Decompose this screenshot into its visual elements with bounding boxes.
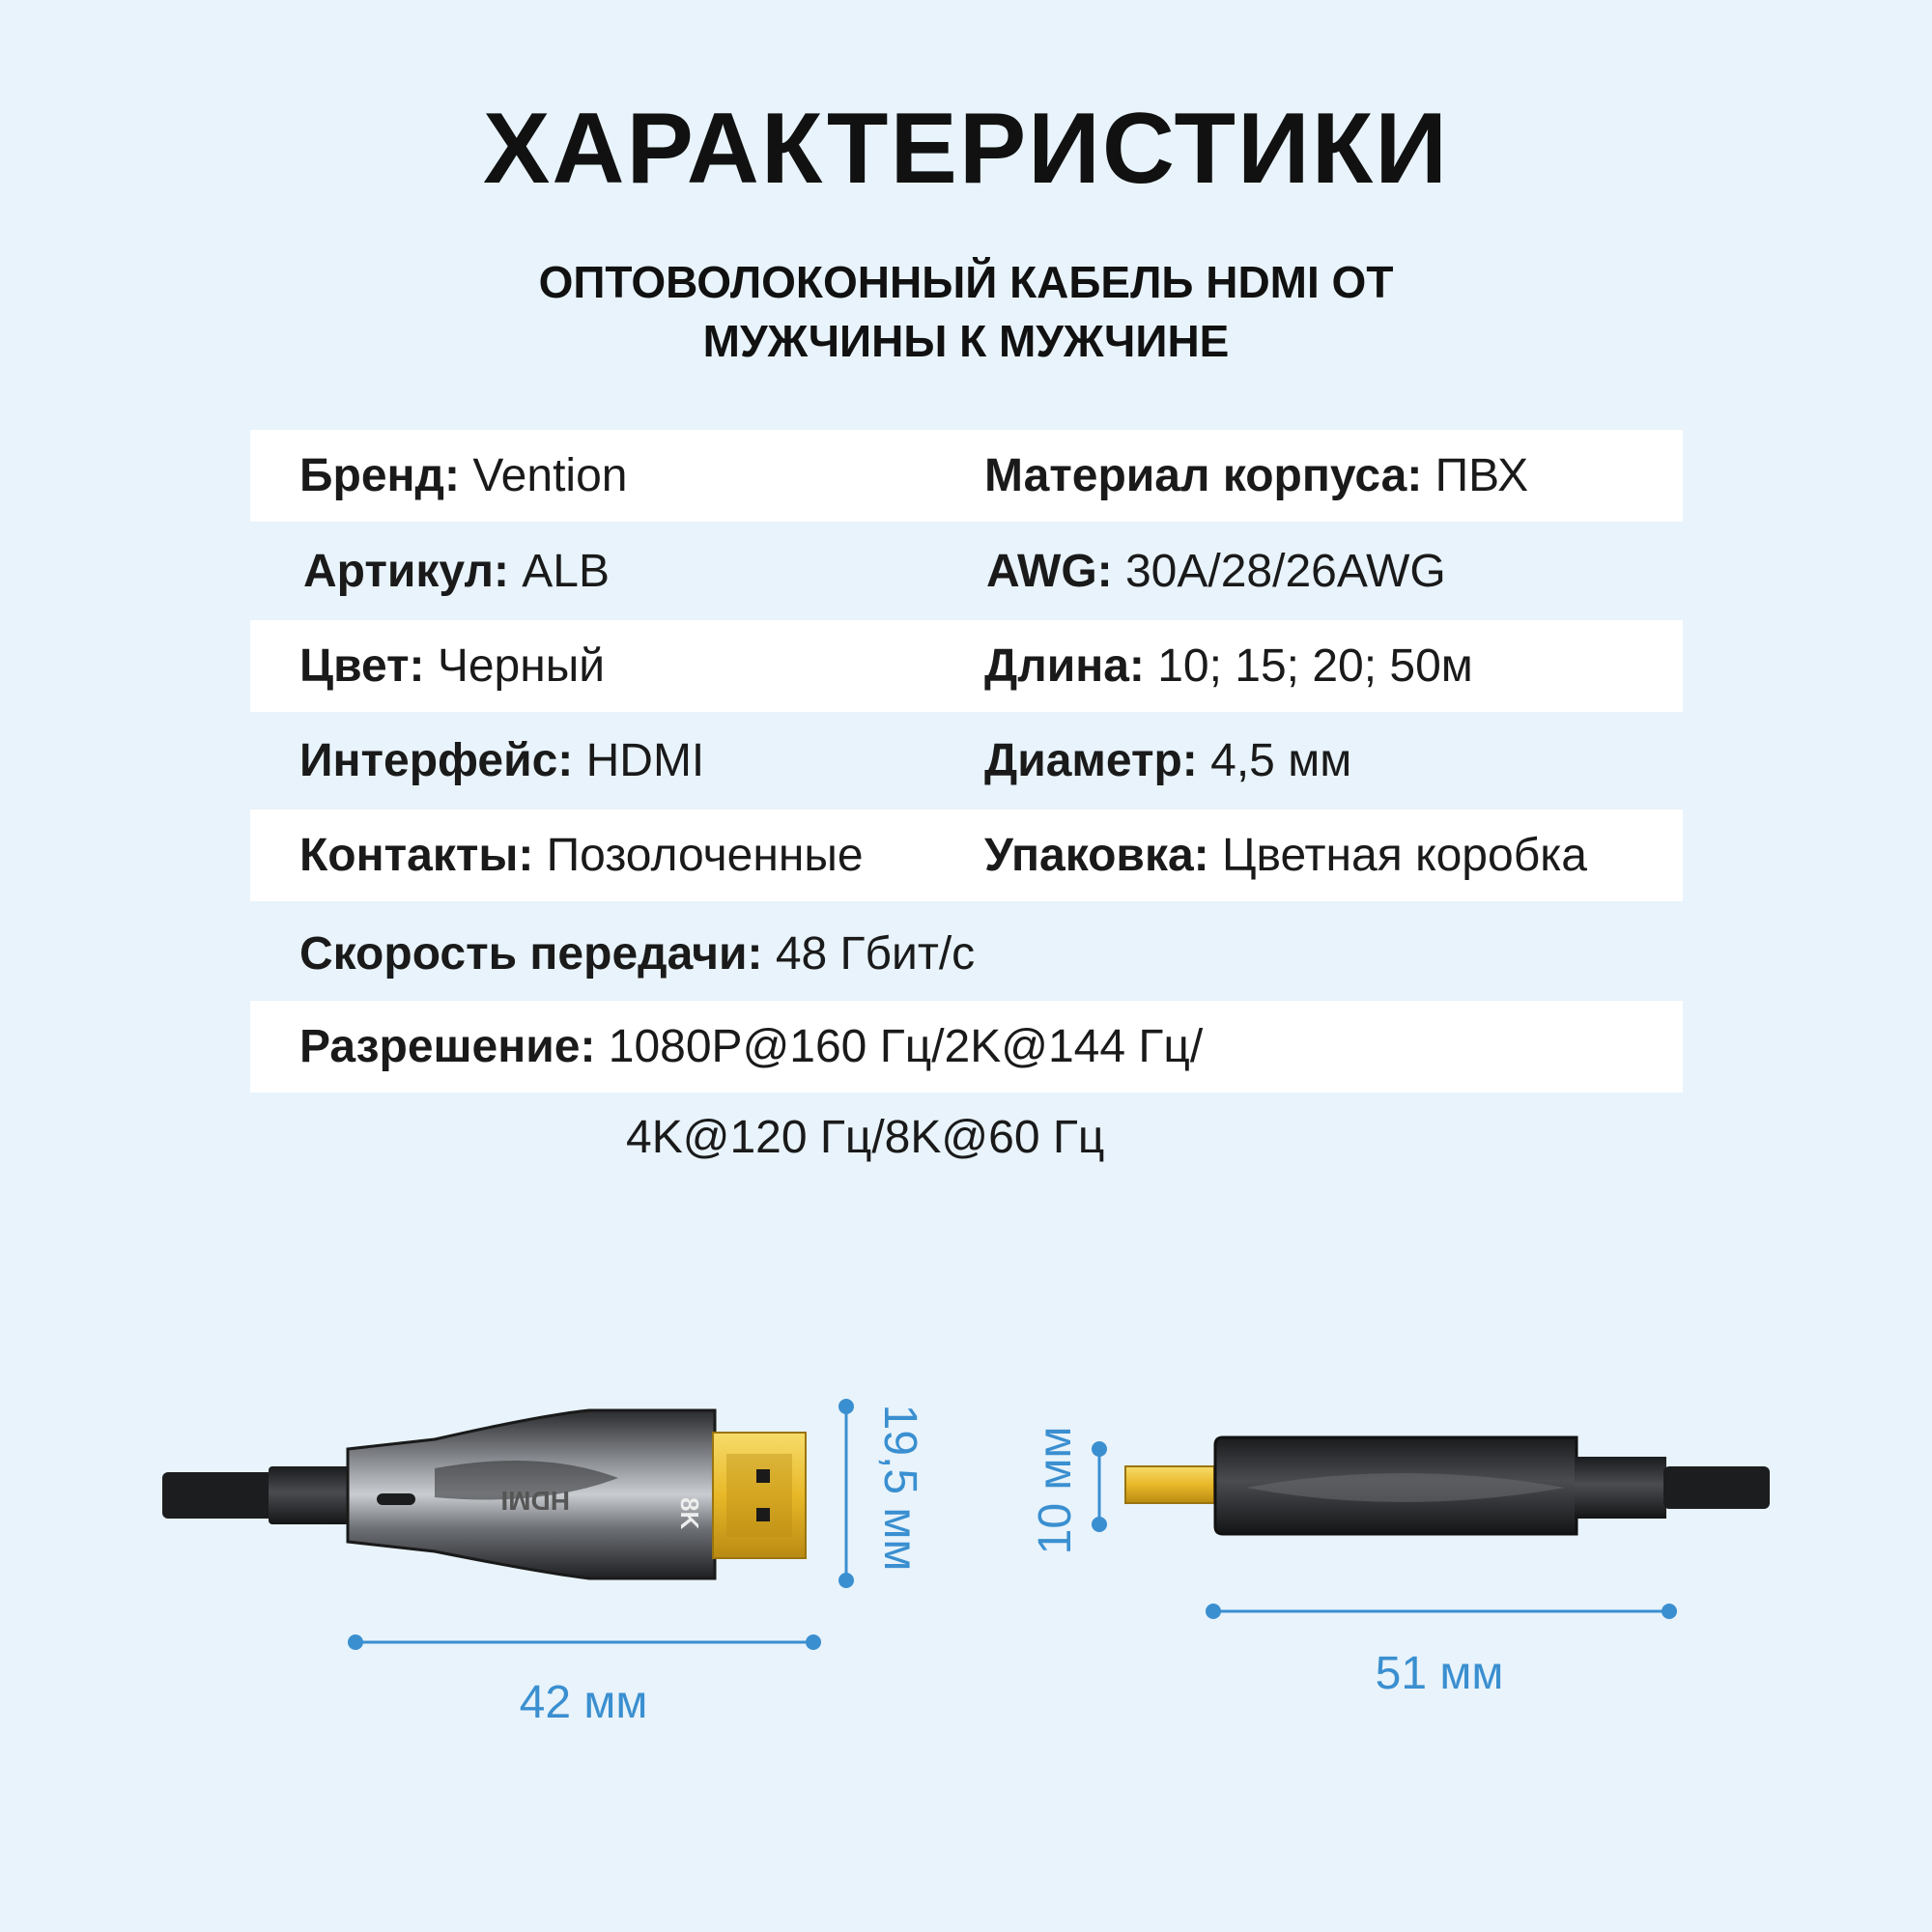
- spec-brand: [299, 430, 627, 522]
- spec-key: Упаковка:: [984, 830, 1209, 881]
- right-strain-relief: [1575, 1457, 1666, 1519]
- page-subtitle: [0, 253, 1932, 371]
- spec-resolution-continued: 4K@120 Гц/8K@60 Гц: [626, 1112, 1105, 1163]
- subtitle-line-1: ОПТОВОЛОКОННЫЙ КАБЕЛЬ HDMI ОТ: [538, 257, 1394, 307]
- spec-row-6: [250, 908, 1683, 1000]
- spec-key: AWG:: [986, 546, 1113, 597]
- spec-resolution: [299, 1001, 1203, 1093]
- left-width-dimension: [348, 1634, 821, 1728]
- spec-value: Цветная коробка: [1221, 830, 1587, 881]
- connector-drawings: [0, 1352, 1932, 1758]
- spec-value: Vention: [472, 450, 628, 501]
- spec-length: [984, 620, 1473, 712]
- left-plug-hole-bottom: [756, 1508, 770, 1521]
- spec-speed: [299, 908, 975, 1000]
- spec-value: ALB: [522, 546, 611, 597]
- left-housing-badge: 8K: [675, 1497, 704, 1530]
- left-connector: [162, 1410, 806, 1578]
- right-width-dot-end: [1662, 1604, 1677, 1619]
- spec-key: Артикул:: [303, 546, 509, 597]
- spec-row-5: [250, 810, 1683, 901]
- spec-interface: [299, 715, 704, 807]
- spec-contacts: [299, 810, 864, 901]
- spec-value: 10; 15; 20; 50м: [1157, 640, 1473, 692]
- spec-value: Черный: [437, 640, 606, 692]
- spec-key: Цвет:: [299, 640, 425, 692]
- left-width-dot-start: [348, 1634, 363, 1650]
- left-height-label: 19,5 мм: [874, 1404, 925, 1572]
- left-plug-hole-top: [756, 1469, 770, 1483]
- spec-article: [303, 526, 610, 617]
- spec-value: 4,5 мм: [1210, 735, 1352, 786]
- left-height-dimension: [838, 1399, 925, 1588]
- left-gold-plug-face: [726, 1454, 792, 1537]
- spec-value: Позолоченные: [546, 830, 864, 881]
- right-width-dimension: [1206, 1604, 1677, 1699]
- page-title: ХАРАКТЕРИСТИКИ: [483, 93, 1449, 205]
- spec-row-4: [250, 715, 1683, 807]
- spec-key: Бренд:: [299, 450, 460, 501]
- left-width-dot-end: [806, 1634, 821, 1650]
- left-indicator: [377, 1493, 415, 1505]
- left-height-dot-bottom: [838, 1573, 854, 1588]
- left-cable: [162, 1472, 278, 1519]
- spec-value: HDMI: [585, 735, 705, 786]
- left-strain-relief: [269, 1466, 351, 1524]
- spec-key: Интерфейс:: [299, 735, 574, 786]
- spec-key: Диаметр:: [984, 735, 1198, 786]
- spec-value: 48 Гбит/с: [775, 928, 976, 980]
- right-height-dot-bottom: [1092, 1517, 1107, 1532]
- spec-key: Разрешение:: [299, 1021, 596, 1072]
- left-height-dot-top: [838, 1399, 854, 1414]
- right-height-label: 10 мм: [1030, 1426, 1081, 1555]
- spec-row-2: [250, 526, 1683, 617]
- spec-housing: [984, 430, 1528, 522]
- left-housing-logo: HDMI: [500, 1486, 570, 1516]
- spec-value: 30A/28/26AWG: [1124, 546, 1446, 597]
- spec-row-3: [250, 620, 1683, 712]
- right-width-dot-start: [1206, 1604, 1221, 1619]
- spec-key: Скорость передачи:: [299, 928, 763, 980]
- right-height-dimension: [1030, 1427, 1107, 1555]
- right-gold-plug: [1125, 1466, 1214, 1503]
- spec-packaging: [984, 810, 1587, 901]
- right-connector: [1125, 1437, 1770, 1534]
- spec-color: [299, 620, 605, 712]
- spec-row-7: [250, 1001, 1683, 1093]
- spec-key: Материал корпуса:: [984, 450, 1423, 501]
- right-height-dot-top: [1092, 1441, 1107, 1457]
- right-cable: [1663, 1466, 1770, 1509]
- spec-value: ПВХ: [1435, 450, 1529, 501]
- spec-key: Длина:: [984, 640, 1145, 692]
- right-width-label: 51 мм: [1375, 1648, 1504, 1699]
- spec-awg: [986, 526, 1446, 617]
- left-width-label: 42 мм: [519, 1677, 648, 1728]
- spec-row-1: [250, 430, 1683, 522]
- spec-diameter: [984, 715, 1351, 807]
- subtitle-line-2: МУЖЧИНЫ К МУЖЧИНЕ: [702, 316, 1230, 366]
- spec-value: 1080P@160 Гц/2K@144 Гц/: [608, 1021, 1204, 1072]
- spec-key: Контакты:: [299, 830, 534, 881]
